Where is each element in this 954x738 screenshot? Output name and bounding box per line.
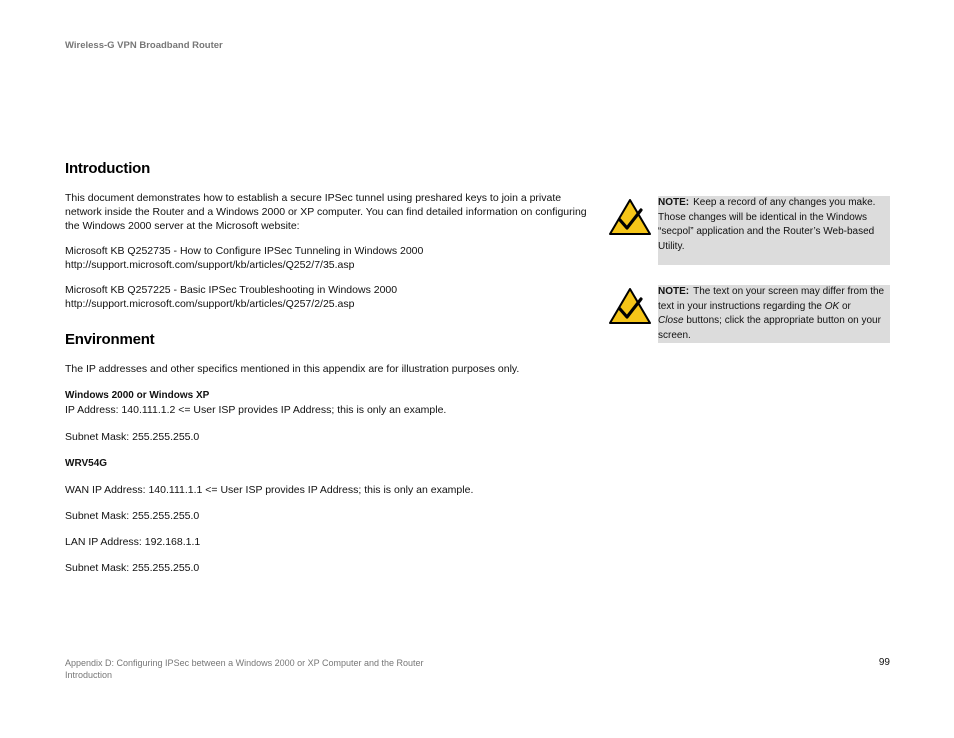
note-box-2 <box>658 285 890 343</box>
lan-subnet-mask: Subnet Mask: 255.255.255.0 <box>65 562 200 574</box>
wan-ip-address: WAN IP Address: 140.111.1.1 <= User ISP provides IP Address; this is only an example. <box>65 484 474 496</box>
warning-check-icon <box>608 198 652 236</box>
windows-subnet-mask: Subnet Mask: 255.255.255.0 <box>65 431 200 443</box>
note-label: NOTE: <box>658 286 690 297</box>
kb2-reference <box>65 283 590 311</box>
note-text-after: buttons; click the appropriate button on your screen. <box>658 315 881 341</box>
running-footer <box>65 657 424 681</box>
note-text: Keep a record of any changes you make. Those changes will be identical in the Windows “secpol” application and the Router’s Web-based Utility. <box>658 197 876 252</box>
footer-chapter: Appendix D: Configuring IPSec between a Windows 2000 or XP Computer and the Router <box>65 658 424 668</box>
note-box-1 <box>658 196 890 265</box>
introduction-heading: Introduction <box>65 160 151 177</box>
ok-button-reference: OK <box>824 300 840 312</box>
running-header: Wireless-G VPN Broadband Router <box>65 40 223 51</box>
page-number: 99 <box>878 657 890 668</box>
warning-check-icon-svg <box>608 198 652 236</box>
kb1-reference <box>65 244 590 272</box>
warning-check-icon <box>608 287 652 325</box>
environment-heading: Environment <box>65 331 155 348</box>
kb1-title: Microsoft KB Q252735 - How to Configure IPSec Tunneling in Windows 2000 <box>65 245 424 257</box>
kb2-title: Microsoft KB Q257225 - Basic IPSec Troubleshooting in Windows 2000 <box>65 284 398 296</box>
note-label: NOTE: <box>658 197 690 208</box>
windows-ip-address: IP Address: 140.111.1.2 <= User ISP provides IP Address; this is only an example. <box>65 404 447 416</box>
footer-section: Introduction <box>65 670 113 680</box>
main-column <box>65 160 590 575</box>
router-heading: WRV54G <box>65 458 108 469</box>
note-text-before-ok: The text on your screen may differ from the text in your instructions regarding the <box>658 286 885 312</box>
note-or: or <box>842 300 851 312</box>
kb1-url[interactable]: http://support.microsoft.com/support/kb/articles/Q252/7/35.asp <box>65 259 355 271</box>
kb2-url[interactable]: http://support.microsoft.com/support/kb/articles/Q257/2/25.asp <box>65 298 355 310</box>
lan-ip-address: LAN IP Address: 192.168.1.1 <box>65 536 201 548</box>
windows-heading: Windows 2000 or Windows XP <box>65 390 210 401</box>
close-button-reference: Close <box>658 315 684 326</box>
wan-subnet-mask: Subnet Mask: 255.255.255.0 <box>65 510 200 522</box>
introduction-body: This document demonstrates how to establish a secure IPSec tunnel using preshared keys to join a private network inside the Router and a Windows 2000 or XP computer. You can find detailed information on configuring the Windows 2000 server at the Microsoft website: <box>65 192 587 232</box>
environment-body: The IP addresses and other specifics mentioned in this appendix are for illustration purposes only. <box>65 363 520 375</box>
warning-check-icon-svg <box>608 287 652 325</box>
